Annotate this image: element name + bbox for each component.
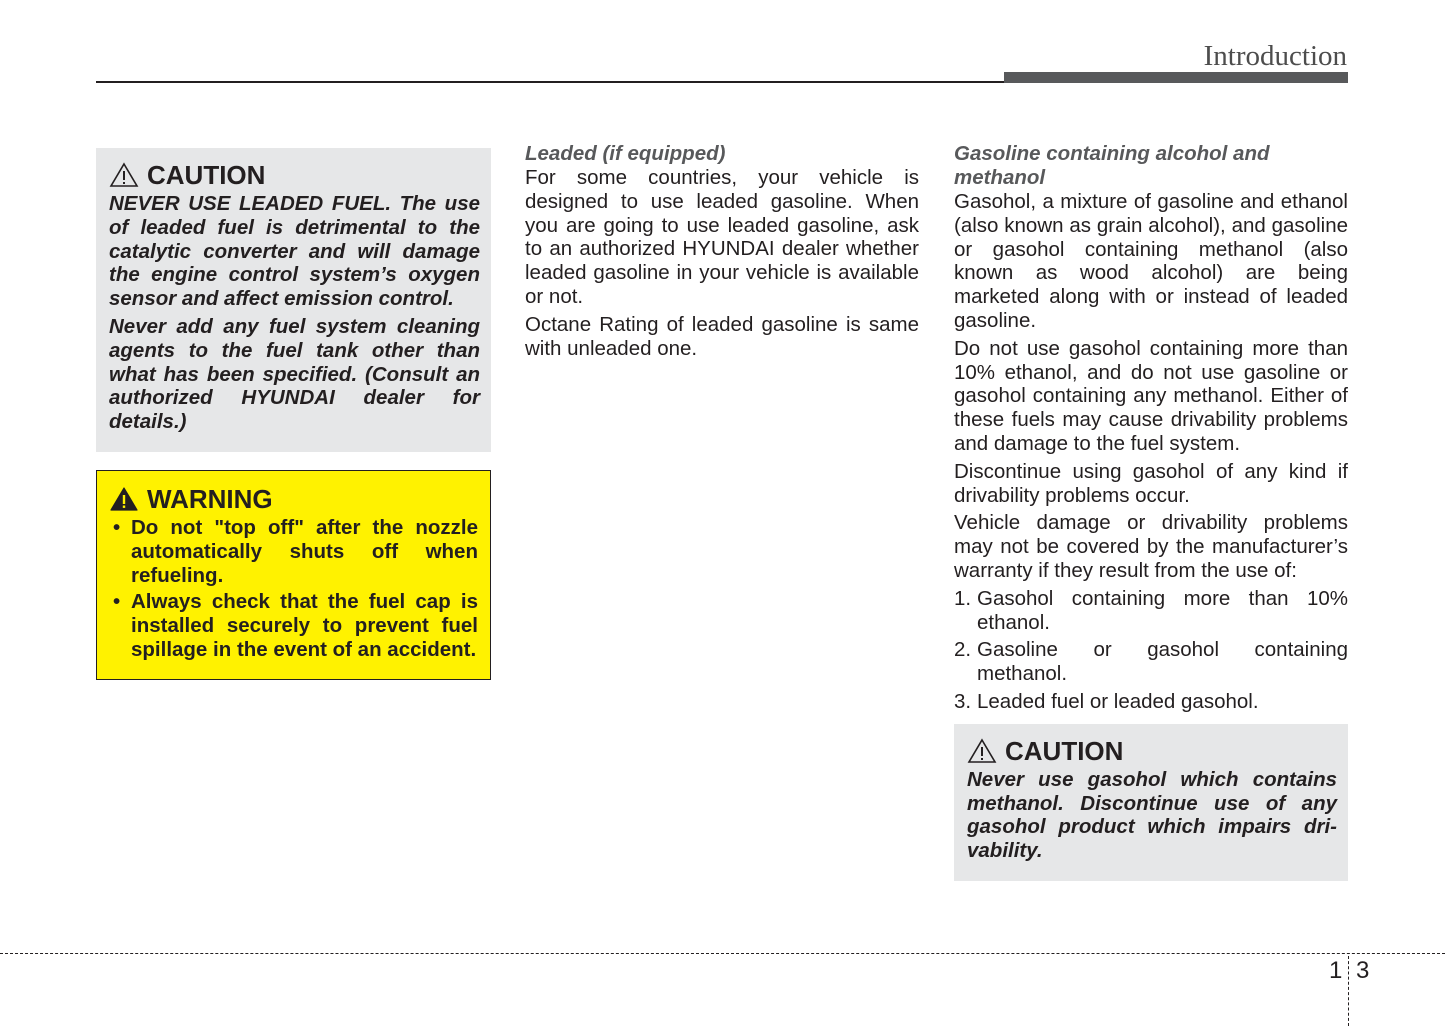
- gasohol-paragraph-3: Discontinue using gasohol of any kind if drivability problems occur.: [954, 459, 1348, 507]
- section-heading-gasohol: Gasoline containing alcohol and methanol: [954, 142, 1270, 189]
- caution-paragraph-1: NEVER USE LEADED FUEL. The use of leaded fuel is detrimental to the catalytic converter and will damage the engine control system’s oxygen sensor and affect emission control.: [109, 192, 480, 311]
- section-heading-leaded: Leaded (if equipped): [525, 142, 726, 165]
- column-left: [96, 142, 491, 680]
- warning-triangle-icon: [109, 486, 139, 512]
- list-item: [954, 638, 1348, 686]
- list-item: [954, 690, 1348, 714]
- warning-title-text: WARNING: [147, 483, 273, 514]
- caution-box-leaded-fuel: [96, 148, 491, 452]
- column-right: [954, 142, 1348, 881]
- warning-item: • Do not "top off" after the nozzle automatically shuts off when refueling.: [109, 516, 478, 587]
- caution-title-text: CAUTION: [147, 160, 266, 190]
- footer-vertical-divider: [1348, 956, 1349, 1026]
- footer-dashed-rule: [0, 953, 1445, 954]
- list-item-text: Gasohol containing more than 10% ethanol.: [977, 586, 1348, 634]
- list-item: [954, 587, 1348, 635]
- caution-title-text: CAUTION: [1005, 735, 1124, 766]
- header-rule: [96, 81, 1004, 83]
- caution-paragraph-2: Never add any fuel system cleaning agents to the fuel tank other than what has been specified. (Consult an authorized HYUNDAI dealer for details.): [109, 314, 480, 434]
- page-number: 3: [1356, 957, 1370, 984]
- caution-triangle-icon: [109, 162, 139, 188]
- gasohol-paragraph-1: Gasohol, a mixture of gasoline and ethanol (also known as grain alcohol), and gasoline or gasohol containing methanol (also known as wood alcohol) are being marketed along with or instead of leaded gasoline.: [954, 190, 1348, 332]
- list-item-number: 1.: [954, 586, 972, 610]
- page-header-title: Introduction: [1203, 40, 1347, 72]
- list-item-number: 3.: [954, 689, 972, 713]
- warning-item: • Always check that the fuel cap is installed securely to prevent fuel spillage in the event of an accident.: [109, 590, 478, 661]
- warning-title: [109, 484, 478, 514]
- caution-paragraph-1: Never use gasohol which contains methanol. Discontinue use of any gasohol product which impairs drivability.: [967, 767, 1337, 863]
- column-middle: [525, 142, 919, 364]
- leaded-paragraph-1: For some countries, your vehicle is designed to use leaded gasoline. When you are going to use leaded gasoline, ask to an authorized HYUNDAI dealer whether leaded gasoline in your vehicle is available or not.: [525, 166, 919, 308]
- gasohol-paragraph-2: Do not use gasohol containing more than 10% ethanol, and do not use gasoline or gasohol containing any methanol. Either of these fuels may cause drivability problems and damage to the fuel system.: [954, 336, 1348, 455]
- caution-triangle-icon: [967, 738, 997, 764]
- leaded-paragraph-2: Octane Rating of leaded gasoline is same with unleaded one.: [525, 312, 919, 360]
- section-number: 1: [1329, 957, 1343, 984]
- warning-list: [109, 516, 478, 662]
- caution-title: [109, 160, 480, 190]
- list-item-number: 2.: [954, 638, 972, 662]
- list-item-text: Gasoline or gasohol containing methanol.: [977, 638, 1348, 686]
- warning-box-refueling: [96, 470, 491, 680]
- list-item-text: Leaded fuel or leaded gasohol.: [977, 689, 1259, 713]
- gasohol-paragraph-4: Vehicle damage or drivability problems may not be covered by the manufacturer’s warranty if they result from the use of:: [954, 511, 1348, 582]
- caution-box-gasohol: [954, 724, 1348, 881]
- caution-title: [967, 736, 1337, 766]
- gasohol-numbered-list: [954, 587, 1348, 714]
- header-bar: [1004, 72, 1348, 83]
